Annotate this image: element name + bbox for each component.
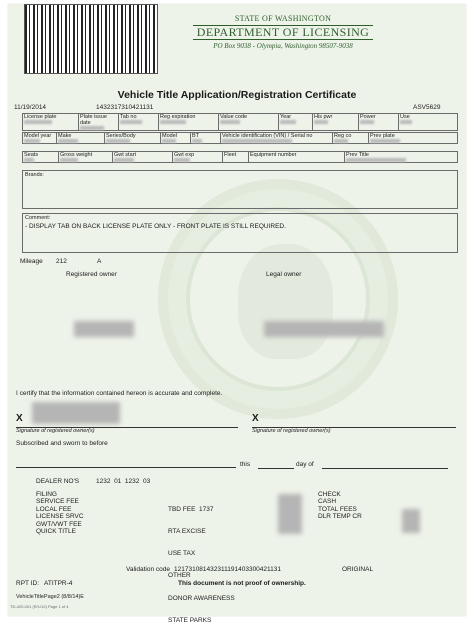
agency-header [158, 14, 408, 50]
fee-label: GWT/VWT FEE [36, 520, 82, 528]
mileage-label: Mileage [20, 258, 43, 265]
field-label: Model year [24, 133, 52, 139]
fee-label: FILING [36, 491, 57, 498]
field-label: Fleet [224, 152, 237, 158]
document-number: 1432317310421131 [96, 104, 154, 111]
vehicle-row-1 [22, 113, 458, 131]
fee-label: LOCAL FEE [36, 505, 72, 513]
signature-caption-left: Signature of registered owner(s) [16, 428, 95, 434]
original-mark: ORIGINAL [342, 566, 374, 573]
comment-text: - DISPLAY TAB ON BACK LICENSE PLATE ONLY - FRONT PLATE IS STILL REQUIRED. [25, 223, 286, 230]
sign-x-left: X [16, 413, 23, 424]
mileage-code: A [97, 258, 102, 265]
field-label: His pwr [314, 114, 333, 120]
day-of-label: day of [296, 461, 314, 468]
vehicle-row-2 [22, 132, 458, 144]
certify-statement: I certify that the information contained hereon is accurate and complete. [16, 390, 223, 397]
field-label: Power [360, 114, 376, 120]
comment-box [22, 213, 458, 253]
field-label: Reg expiration [160, 114, 196, 120]
field-label: Vehicle identification (VIN) / Serial no [222, 133, 313, 139]
field-label: Gwt start [114, 152, 137, 158]
footer-small: TD-420-001 (R/1/12) Page 1 of 4 [10, 604, 69, 609]
not-proof-notice: This document is not proof of ownership. [178, 580, 306, 587]
field-label: Use [400, 114, 410, 120]
brands-box [22, 170, 458, 209]
fee-label: RTA EXCISE [168, 528, 206, 536]
registered-owner-label: Registered owner [66, 271, 117, 278]
mileage-value: 212 [56, 258, 67, 265]
field-label: Make [58, 133, 72, 139]
month-line [322, 468, 448, 469]
comment-label: Comment: [25, 215, 51, 221]
legal-owner-redacted [264, 321, 384, 337]
agency-state: STATE OF WASHINGTON [234, 14, 332, 23]
office-code: ASV5629 [413, 104, 441, 111]
fee-label: DLR TEMP CR [318, 513, 362, 521]
fee-label: CHECK [318, 491, 341, 498]
brands-label: Brands: [25, 172, 44, 178]
field-label: Seats [24, 152, 39, 158]
fee-label: CASH [318, 498, 337, 506]
fees-mid-column [168, 491, 235, 639]
registered-owner-redacted [74, 321, 134, 337]
notary-line [16, 467, 236, 468]
fee-label: DONOR AWARENESS [168, 594, 235, 602]
fee-amounts-redacted [278, 494, 302, 534]
sign-x-right: X [252, 413, 259, 424]
field-label: Tab no [120, 114, 137, 120]
agency-dept: DEPARTMENT OF LICENSING [193, 25, 374, 40]
signature-caption-right: Signature of registered owner(s) [252, 428, 331, 434]
footer-code: VehicleTitlePage2 (8/8/14)E [16, 594, 84, 600]
dealer-label: DEALER NO'S [36, 478, 80, 485]
field-label: BT [192, 133, 200, 139]
this-label: this [240, 461, 251, 468]
document-title: Vehicle Title Application/Registration Certificate [117, 89, 357, 101]
legal-owner-label: Legal owner [266, 271, 302, 278]
dealer-numbers: 1232 01 1232 03 [96, 478, 151, 485]
day-line [258, 468, 294, 469]
field-label: License plate [24, 114, 57, 120]
validation-label: Validation code [126, 566, 170, 573]
field-label: Model [162, 133, 177, 139]
fee-label: TOTAL FEES [318, 505, 357, 513]
subscribed-sworn: Subscribed and sworn to before [16, 440, 108, 447]
total-redacted [402, 509, 420, 533]
field-label: Prev Title [346, 152, 369, 158]
barcode [24, 4, 158, 74]
field-label: Prev plate [370, 133, 395, 139]
fee-label: QUICK TITLE [36, 528, 76, 536]
issue-date: 11/19/2014 [14, 104, 47, 111]
rpt-label: RPT ID: [16, 580, 39, 587]
rpt-id: ATITPR-4 [44, 580, 73, 587]
field-label: Value code [220, 114, 248, 120]
field-label: Reg co [334, 133, 352, 139]
fees-right-column [318, 491, 362, 521]
field-label: Gross weight [60, 152, 93, 158]
fee-label: SERVICE FEE [36, 498, 79, 506]
fee-label: TBD FEE 1737 [168, 505, 214, 513]
owner-signature-redacted [32, 402, 120, 424]
vehicle-row-3 [22, 151, 458, 163]
field-label: Year [280, 114, 292, 120]
field-label: Plate issue date [80, 114, 107, 126]
fees-left-column [36, 491, 84, 535]
title-certificate [8, 4, 466, 624]
field-label: Series/Body [106, 133, 136, 139]
field-label: Equipment number [250, 152, 297, 158]
fee-label: OTHER [168, 572, 191, 580]
field-label: Gwt exp [174, 152, 195, 158]
fee-label: LICENSE SRVC [36, 513, 84, 521]
fee-label: STATE PARKS [168, 616, 212, 624]
validation-code: 121731081432311191403300421131 [174, 566, 282, 573]
agency-address: PO Box 9038 - Olympia, Washington 98507-9038 [213, 42, 353, 50]
fee-label: USE TAX [168, 550, 196, 558]
